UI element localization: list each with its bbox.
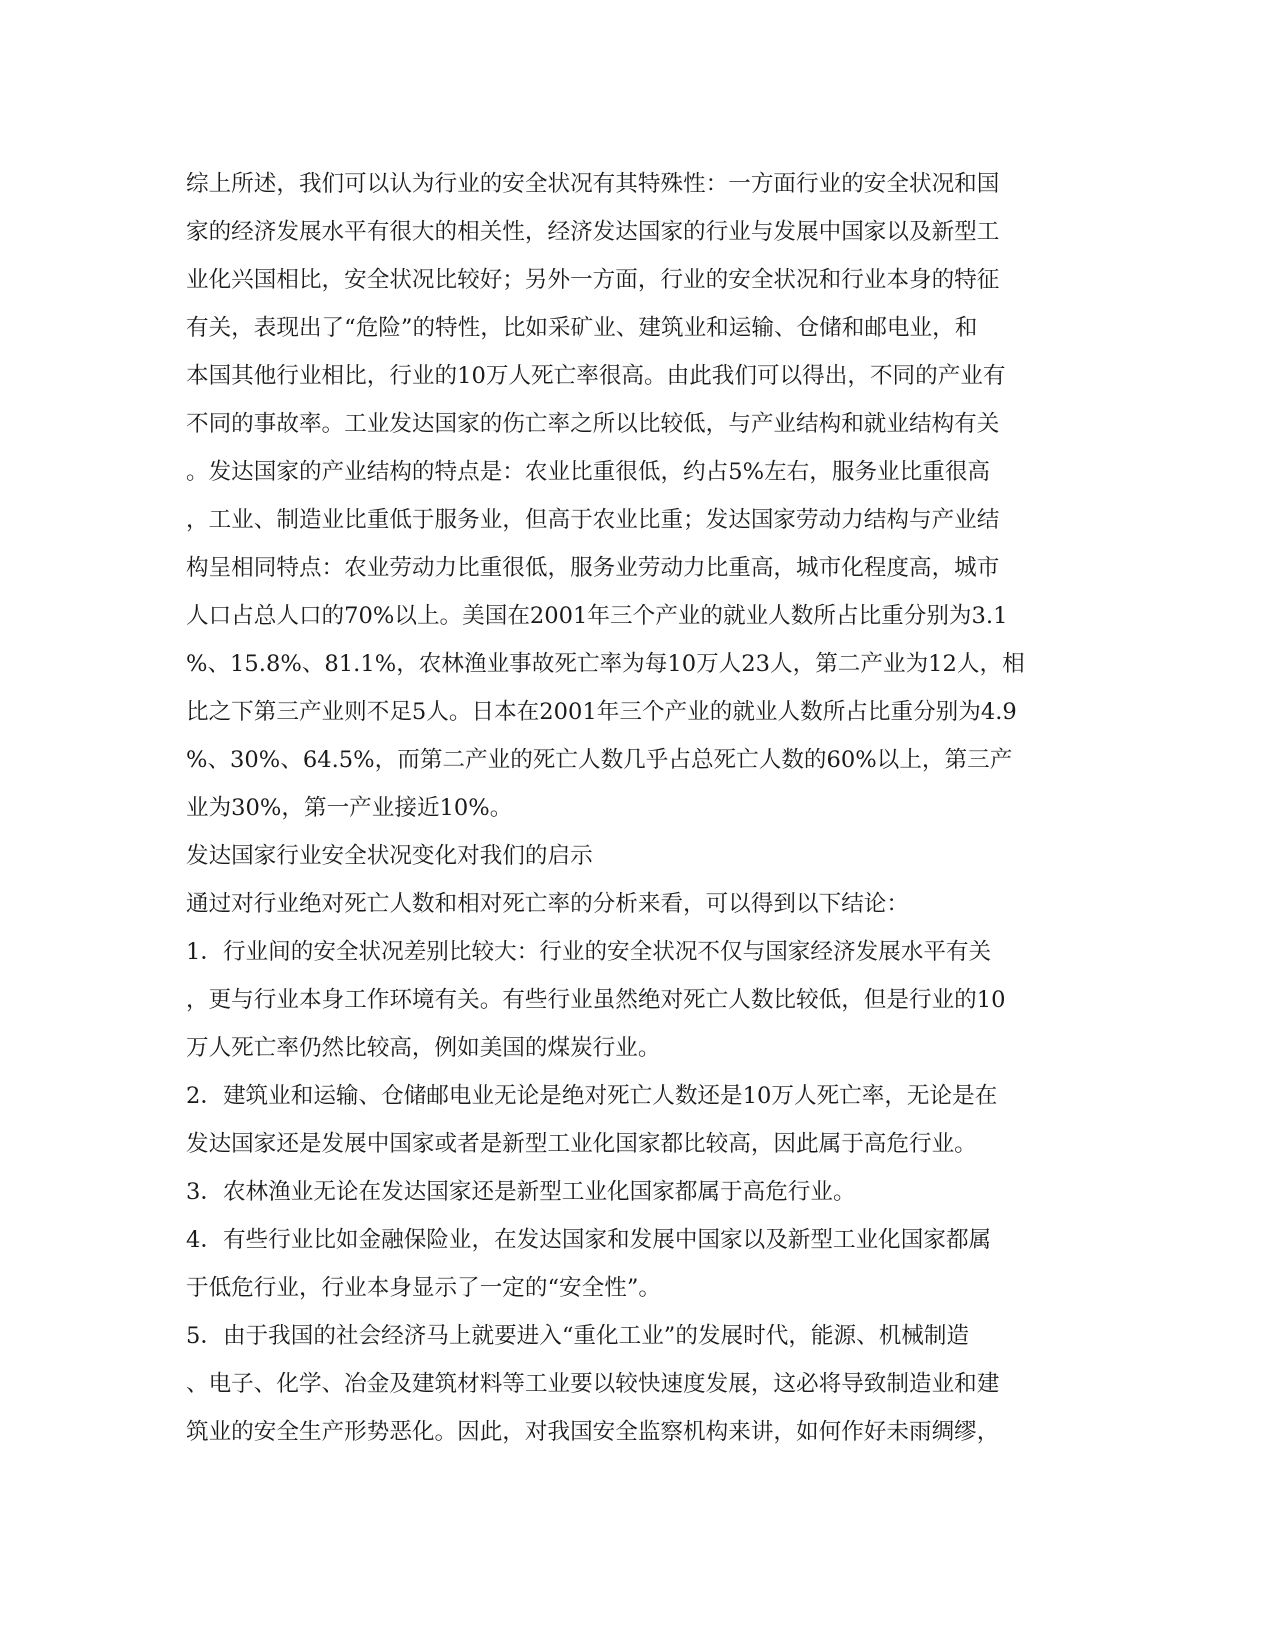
text-line: 筑业的安全生产形势恶化。因此，对我国安全监察机构来讲，如何作好未雨绸缪，: [186, 1419, 1000, 1445]
section-heading: 发达国家行业安全状况变化对我们的启示: [186, 843, 593, 869]
text-line: 、电子、化学、冶金及建筑材料等工业要以较快速度发展，这必将导致制造业和建: [186, 1371, 1000, 1397]
text-line: 万人死亡率仍然比较高，例如美国的煤炭行业。: [186, 1035, 661, 1061]
text-line: 业为30%，第一产业接近10%。: [186, 795, 513, 821]
text-line: %、30%、64.5%，而第二产业的死亡人数几乎占总死亡人数的60%以上，第三产: [186, 747, 1013, 773]
text-line: 综上所述，我们可以认为行业的安全状况有其特殊性：一方面行业的安全状况和国: [186, 171, 1000, 197]
text-line: 比之下第三产业则不足5人。日本在2001年三个产业的就业人数所占比重分别为4.9: [186, 699, 1017, 725]
text-line: ，工业、制造业比重低于服务业，但高于农业比重；发达国家劳动力结构与产业结: [186, 507, 1000, 533]
list-item-5: 5．由于我国的社会经济马上就要进入“重化工业”的发展时代，能源、机械制造: [186, 1323, 970, 1349]
text-line: 于低危行业，行业本身显示了一定的“安全性”。: [186, 1275, 661, 1301]
list-item-4: 4．有些行业比如金融保险业，在发达国家和发展中国家以及新型工业化国家都属: [186, 1227, 992, 1253]
text-line: 业化兴国相比，安全状况比较好；另外一方面，行业的安全状况和行业本身的特征: [186, 267, 1000, 293]
text-line: 。发达国家的产业结构的特点是：农业比重很低，约占5%左右，服务业比重很高: [186, 459, 991, 485]
text-line: ，更与行业本身工作环境有关。有些行业虽然绝对死亡人数比较低，但是行业的10: [186, 987, 1006, 1013]
list-item-2: 2．建筑业和运输、仓储邮电业无论是绝对死亡人数还是10万人死亡率，无论是在: [186, 1083, 998, 1109]
document-body: [186, 160, 1091, 1456]
text-line: 发达国家还是发展中国家或者是新型工业化国家都比较高，因此属于高危行业。: [186, 1131, 977, 1157]
text-line: 不同的事故率。工业发达国家的伤亡率之所以比较低，与产业结构和就业结构有关: [186, 411, 1000, 437]
text-line: %、15.8%、81.1%，农林渔业事故死亡率为每10万人23人，第二产业为12人，相: [186, 651, 1025, 677]
text-line: 有关，表现出了“危险”的特性，比如采矿业、建筑业和运输、仓储和邮电业，和: [186, 315, 978, 341]
text-line: 构呈相同特点：农业劳动力比重很低，服务业劳动力比重高，城市化程度高，城市: [186, 555, 1000, 581]
list-item-1: 1．行业间的安全状况差别比较大：行业的安全状况不仅与国家经济发展水平有关: [186, 939, 992, 965]
text-line: 通过对行业绝对死亡人数和相对死亡率的分析来看，可以得到以下结论：: [186, 891, 909, 917]
text-line: 人口占总人口的70%以上。美国在2001年三个产业的就业人数所占比重分别为3.1: [186, 603, 1008, 629]
text-line: 家的经济发展水平有很大的相关性，经济发达国家的行业与发展中国家以及新型工: [186, 219, 1000, 245]
list-item-3: 3．农林渔业无论在发达国家还是新型工业化国家都属于高危行业。: [186, 1179, 856, 1205]
text-line: 本国其他行业相比，行业的10万人死亡率很高。由此我们可以得出，不同的产业有: [186, 363, 1006, 389]
